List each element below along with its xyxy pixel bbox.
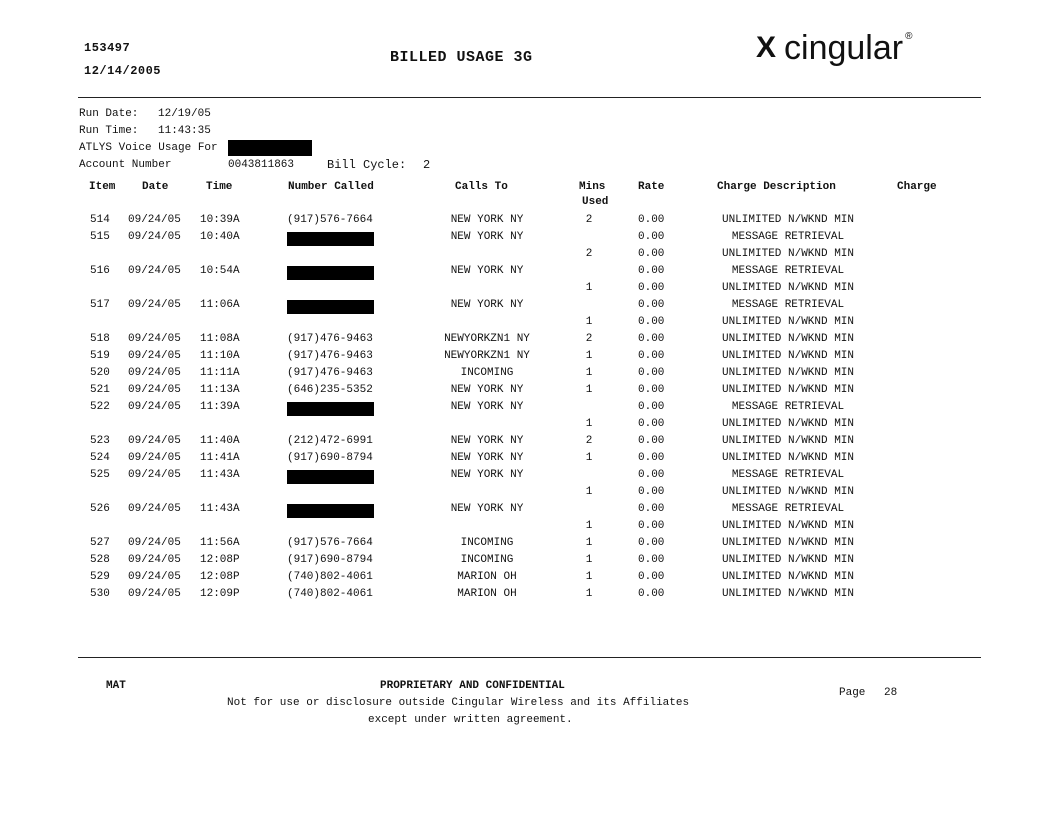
- cell-time: 11:40A: [200, 435, 240, 447]
- cell-mins-used: 1: [585, 282, 593, 294]
- page-number: 28: [884, 687, 898, 699]
- cell-date: 09/24/05: [128, 265, 181, 277]
- cell-calls-to: INCOMING: [460, 554, 514, 566]
- cell-time: 12:08P: [200, 571, 240, 583]
- cell-time: 11:43A: [200, 503, 240, 515]
- cell-date: 09/24/05: [128, 537, 181, 549]
- table-row: [0, 231, 1056, 248]
- cell-charge-description: UNLIMITED N/WKND MIN: [721, 520, 855, 532]
- cell-date: 09/24/05: [128, 384, 181, 396]
- logo-text: cingular: [784, 28, 904, 67]
- cell-date: 09/24/05: [128, 588, 181, 600]
- cell-calls-to: NEW YORK NY: [450, 214, 524, 226]
- cell-date: 09/24/05: [128, 503, 181, 515]
- cell-calls-to: INCOMING: [460, 537, 514, 549]
- cell-item: 523: [90, 435, 110, 447]
- confidential-notice: Not for use or disclosure outside Cingular Wireless and its Affiliates: [227, 697, 690, 709]
- cell-item: 522: [90, 401, 110, 413]
- cell-mins-used: 1: [585, 316, 593, 328]
- cell-number-called: (646)235-5352: [287, 384, 373, 396]
- cell-item: 519: [90, 350, 110, 362]
- cell-rate: 0.00: [638, 350, 665, 362]
- table-row: [0, 520, 1056, 537]
- confidential-heading: PROPRIETARY AND CONFIDENTIAL: [380, 680, 565, 692]
- table-row: [0, 350, 1056, 367]
- cell-mins-used: 1: [585, 537, 593, 549]
- cell-item: 530: [90, 588, 110, 600]
- table-row: [0, 503, 1056, 520]
- cell-charge-description: UNLIMITED N/WKND MIN: [721, 367, 855, 379]
- cell-item: 516: [90, 265, 110, 277]
- cell-item: 525: [90, 469, 110, 481]
- table-row: [0, 299, 1056, 316]
- cell-mins-used: 2: [585, 214, 593, 226]
- cell-date: 09/24/05: [128, 333, 181, 345]
- cell-mins-used: 1: [585, 588, 593, 600]
- cingular-x-icon: X: [756, 31, 777, 64]
- table-row: [0, 486, 1056, 503]
- cell-charge-description: UNLIMITED N/WKND MIN: [721, 282, 855, 294]
- cell-date: 09/24/05: [128, 452, 181, 464]
- cell-number-called: (917)476-9463: [287, 350, 373, 362]
- cell-charge-description: UNLIMITED N/WKND MIN: [721, 452, 855, 464]
- cell-mins-used: 1: [585, 367, 593, 379]
- footer-rule: [78, 657, 981, 658]
- column-header-charge-description: Charge Description: [717, 181, 836, 193]
- cell-mins-used: 1: [585, 486, 593, 498]
- page-label: Page: [839, 687, 866, 699]
- cell-mins-used: 1: [585, 571, 593, 583]
- cell-mins-used: 1: [585, 384, 593, 396]
- cell-charge-description: UNLIMITED N/WKND MIN: [721, 554, 855, 566]
- cell-time: 10:54A: [200, 265, 240, 277]
- cell-time: 12:09P: [200, 588, 240, 600]
- footer-initials: MAT: [106, 680, 126, 692]
- cell-date: 09/24/05: [128, 571, 181, 583]
- cell-item: 529: [90, 571, 110, 583]
- cell-mins-used: 2: [585, 248, 593, 260]
- run-date-value: 12/19/05: [158, 108, 211, 120]
- redaction-block: [287, 232, 374, 246]
- cell-calls-to: NEW YORK NY: [450, 231, 524, 243]
- cell-date: 09/24/05: [128, 469, 181, 481]
- table-row: [0, 469, 1056, 486]
- cell-rate: 0.00: [638, 486, 665, 498]
- cell-date: 09/24/05: [128, 350, 181, 362]
- cell-date: 09/24/05: [128, 214, 181, 226]
- table-row: [0, 435, 1056, 452]
- run-date-label: Run Date:: [79, 108, 139, 120]
- cell-number-called: (917)690-8794: [287, 452, 373, 464]
- table-row: [0, 214, 1056, 231]
- table-row: [0, 418, 1056, 435]
- cell-time: 11:56A: [200, 537, 240, 549]
- cell-rate: 0.00: [638, 503, 665, 515]
- cell-time: 12:08P: [200, 554, 240, 566]
- bill-cycle-label: Bill Cycle:: [327, 158, 407, 172]
- cell-date: 09/24/05: [128, 554, 181, 566]
- page-title: BILLED USAGE 3G: [390, 49, 533, 66]
- cell-mins-used: 1: [585, 350, 593, 362]
- cell-time: 10:39A: [200, 214, 240, 226]
- table-row: [0, 537, 1056, 554]
- cell-charge-description: MESSAGE RETRIEVAL: [731, 469, 845, 481]
- cell-rate: 0.00: [638, 520, 665, 532]
- column-header-item: Item: [89, 181, 116, 193]
- cell-item: 521: [90, 384, 110, 396]
- cell-calls-to: NEW YORK NY: [450, 384, 524, 396]
- cell-rate: 0.00: [638, 571, 665, 583]
- cell-number-called: (917)576-7664: [287, 214, 373, 226]
- table-row: [0, 265, 1056, 282]
- cell-charge-description: UNLIMITED N/WKND MIN: [721, 333, 855, 345]
- account-number-label: Account Number: [79, 159, 172, 171]
- cell-calls-to: NEWYORKZN1 NY: [444, 350, 530, 362]
- cell-mins-used: 1: [585, 418, 593, 430]
- column-header-calls-to: Calls To: [455, 181, 508, 193]
- column-header-rate: Rate: [638, 181, 665, 193]
- cell-time: 11:13A: [200, 384, 240, 396]
- cell-rate: 0.00: [638, 299, 665, 311]
- cell-time: 10:40A: [200, 231, 240, 243]
- column-header-time: Time: [206, 181, 233, 193]
- redaction-block: [287, 470, 374, 484]
- cell-item: 527: [90, 537, 110, 549]
- run-time-value: 11:43:35: [158, 125, 211, 137]
- table-row: [0, 333, 1056, 350]
- cell-charge-description: UNLIMITED N/WKND MIN: [721, 214, 855, 226]
- cell-calls-to: NEW YORK NY: [450, 503, 524, 515]
- cell-calls-to: MARION OH: [457, 571, 517, 583]
- cell-charge-description: MESSAGE RETRIEVAL: [731, 231, 845, 243]
- cell-charge-description: UNLIMITED N/WKND MIN: [721, 248, 855, 260]
- cell-mins-used: 2: [585, 435, 593, 447]
- cell-date: 09/24/05: [128, 401, 181, 413]
- account-number-value: 0043811863: [228, 159, 295, 171]
- table-row: [0, 367, 1056, 384]
- cell-mins-used: 1: [585, 520, 593, 532]
- cell-rate: 0.00: [638, 367, 665, 379]
- table-row: [0, 571, 1056, 588]
- cell-date: 09/24/05: [128, 435, 181, 447]
- cell-time: 11:10A: [200, 350, 240, 362]
- cell-mins-used: 1: [585, 554, 593, 566]
- cell-rate: 0.00: [638, 588, 665, 600]
- table-row: [0, 248, 1056, 265]
- cell-item: 524: [90, 452, 110, 464]
- cell-calls-to: INCOMING: [460, 367, 514, 379]
- cell-time: 11:06A: [200, 299, 240, 311]
- redaction-block: [228, 140, 312, 156]
- document-date: 12/14/2005: [84, 64, 162, 78]
- cell-number-called: (917)476-9463: [287, 333, 373, 345]
- agreement-notice: except under written agreement.: [368, 714, 573, 726]
- cell-number-called: (740)802-4061: [287, 571, 373, 583]
- cell-mins-used: 2: [585, 333, 593, 345]
- cell-charge-description: UNLIMITED N/WKND MIN: [721, 571, 855, 583]
- header-rule: [78, 97, 981, 98]
- cell-rate: 0.00: [638, 418, 665, 430]
- cell-calls-to: NEW YORK NY: [450, 299, 524, 311]
- cell-rate: 0.00: [638, 401, 665, 413]
- cell-date: 09/24/05: [128, 367, 181, 379]
- cell-rate: 0.00: [638, 469, 665, 481]
- cell-rate: 0.00: [638, 384, 665, 396]
- cell-rate: 0.00: [638, 316, 665, 328]
- redaction-block: [287, 504, 374, 518]
- cell-rate: 0.00: [638, 214, 665, 226]
- cell-charge-description: UNLIMITED N/WKND MIN: [721, 316, 855, 328]
- table-row: [0, 282, 1056, 299]
- column-header-mins: Mins: [579, 181, 606, 193]
- document-id: 153497: [84, 41, 131, 55]
- cell-calls-to: MARION OH: [457, 588, 517, 600]
- cell-charge-description: UNLIMITED N/WKND MIN: [721, 384, 855, 396]
- cell-calls-to: NEW YORK NY: [450, 265, 524, 277]
- cell-time: 11:11A: [200, 367, 240, 379]
- cell-rate: 0.00: [638, 265, 665, 277]
- cell-rate: 0.00: [638, 452, 665, 464]
- registered-mark: ®: [905, 30, 913, 42]
- cell-charge-description: MESSAGE RETRIEVAL: [731, 503, 845, 515]
- cell-rate: 0.00: [638, 333, 665, 345]
- cell-charge-description: MESSAGE RETRIEVAL: [731, 265, 845, 277]
- cell-charge-description: UNLIMITED N/WKND MIN: [721, 486, 855, 498]
- cell-number-called: (740)802-4061: [287, 588, 373, 600]
- cell-calls-to: NEW YORK NY: [450, 469, 524, 481]
- table-row: [0, 384, 1056, 401]
- run-time-label: Run Time:: [79, 125, 139, 137]
- cell-item: 518: [90, 333, 110, 345]
- cell-number-called: (917)576-7664: [287, 537, 373, 549]
- column-header-date: Date: [142, 181, 169, 193]
- cell-time: 11:41A: [200, 452, 240, 464]
- cell-item: 528: [90, 554, 110, 566]
- cell-time: 11:43A: [200, 469, 240, 481]
- cell-item: 515: [90, 231, 110, 243]
- table-row: [0, 401, 1056, 418]
- table-row: [0, 554, 1056, 571]
- cell-charge-description: MESSAGE RETRIEVAL: [731, 401, 845, 413]
- cingular-logo: [756, 28, 912, 68]
- cell-item: 526: [90, 503, 110, 515]
- cell-rate: 0.00: [638, 554, 665, 566]
- cell-number-called: (917)690-8794: [287, 554, 373, 566]
- redaction-block: [287, 266, 374, 280]
- cell-calls-to: NEW YORK NY: [450, 401, 524, 413]
- cell-mins-used: 1: [585, 452, 593, 464]
- cell-charge-description: MESSAGE RETRIEVAL: [731, 299, 845, 311]
- cell-calls-to: NEWYORKZN1 NY: [444, 333, 530, 345]
- bill-cycle-value: 2: [423, 158, 431, 172]
- cell-rate: 0.00: [638, 537, 665, 549]
- cell-date: 09/24/05: [128, 299, 181, 311]
- column-header-charge: Charge: [897, 181, 937, 193]
- cell-number-called: (212)472-6991: [287, 435, 373, 447]
- cell-calls-to: NEW YORK NY: [450, 452, 524, 464]
- cell-item: 517: [90, 299, 110, 311]
- table-row: [0, 588, 1056, 605]
- table-row: [0, 452, 1056, 469]
- cell-item: 520: [90, 367, 110, 379]
- cell-rate: 0.00: [638, 231, 665, 243]
- cell-charge-description: UNLIMITED N/WKND MIN: [721, 435, 855, 447]
- cell-charge-description: UNLIMITED N/WKND MIN: [721, 537, 855, 549]
- usage-for-label: ATLYS Voice Usage For: [79, 142, 218, 154]
- table-row: [0, 316, 1056, 333]
- cell-item: 514: [90, 214, 110, 226]
- cell-charge-description: UNLIMITED N/WKND MIN: [721, 588, 855, 600]
- cell-rate: 0.00: [638, 248, 665, 260]
- cell-rate: 0.00: [638, 282, 665, 294]
- cell-calls-to: NEW YORK NY: [450, 435, 524, 447]
- redaction-block: [287, 300, 374, 314]
- cell-rate: 0.00: [638, 435, 665, 447]
- cell-date: 09/24/05: [128, 231, 181, 243]
- redaction-block: [287, 402, 374, 416]
- cell-time: 11:39A: [200, 401, 240, 413]
- cell-charge-description: UNLIMITED N/WKND MIN: [721, 350, 855, 362]
- cell-time: 11:08A: [200, 333, 240, 345]
- column-header-used: Used: [582, 196, 609, 208]
- column-header-number-called: Number Called: [288, 181, 374, 193]
- cell-charge-description: UNLIMITED N/WKND MIN: [721, 418, 855, 430]
- cell-number-called: (917)476-9463: [287, 367, 373, 379]
